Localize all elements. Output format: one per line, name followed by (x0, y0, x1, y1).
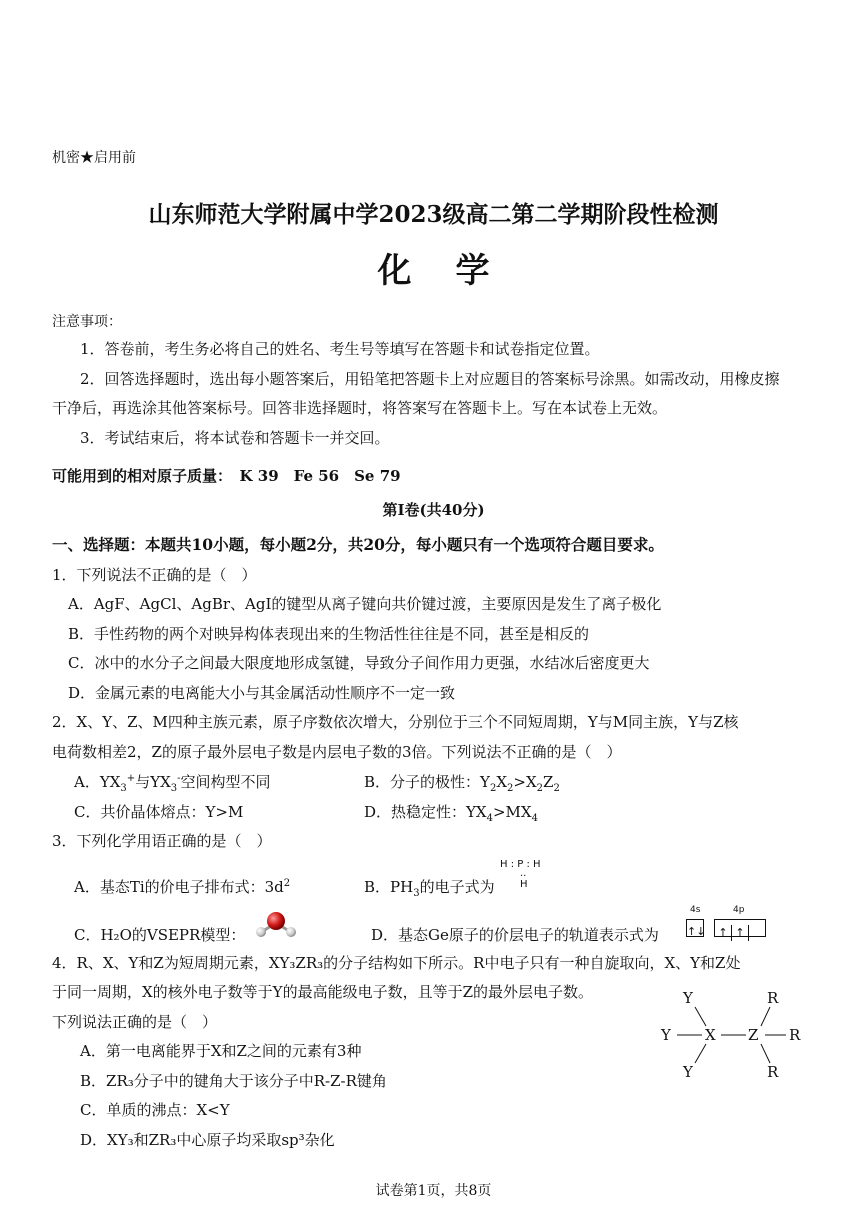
water-vsepr-model-image (254, 910, 298, 940)
section-title: 一、选择题：本题共10小题，每小题2分，共20分，每小题只有一个选项符合题目要求。 (52, 535, 664, 554)
q4-option-b: B．ZR₃分子中的键角大于该分子中R-Z-R键角 (80, 1072, 387, 1090)
atom-y-top: Y (683, 989, 693, 1007)
notice-item-1: 1．答卷前，考生务必将自己的姓名、考生号等填写在答题卡和试卷指定位置。 (80, 340, 600, 358)
atomic-mass-line: 可能用到的相对原子质量： K 39 Fe 56 Se 79 (52, 467, 401, 485)
q4-stem-line-2: 于同一周期，X的核外电子数等于Y的最高能级电子数，且等于Z的最外层电子数。 (52, 983, 594, 1001)
q4-option-c: C．单质的沸点：X<Y (80, 1101, 230, 1119)
orbital-4p-label: 4p (733, 905, 745, 915)
q1-option-b: B．手性药物的两个对映异构体表现出来的生物活性往往是不同，甚至是相反的 (68, 625, 590, 643)
confidential-label: 机密★启用前 (52, 150, 136, 166)
atom-y-bottom: Y (683, 1063, 693, 1081)
orbital-cell-4p-3 (749, 920, 765, 936)
q2-option-d: D．热稳定性：$YX_4>MX_4$ (364, 803, 538, 824)
exam-title: 山东师范大学附属中学2023级高二第二学期阶段性检测 (148, 201, 719, 228)
atom-r-top: R (767, 989, 779, 1007)
orbital-box-group-4p (714, 919, 766, 937)
orbital-4s-box (686, 917, 704, 937)
q3-a-text: A．基态Ti的价电子排布式：3d (74, 878, 284, 896)
q3-option-a (74, 877, 290, 897)
lewis-top-row: H : P : H (500, 859, 541, 870)
q2-a-suffix: 空间构型不同 (180, 773, 271, 791)
subject-title: 化学 (377, 251, 534, 291)
q2-option-b: B．分子的极性：$Y_2X_2>X_2Z_2$ (364, 773, 560, 794)
bond-z-r-top (761, 1007, 770, 1026)
q4-stem-line-3: 下列说法正确的是（ ） (52, 1013, 218, 1031)
q2-option-a: A．$YX_3^+$与$YX_3^-$空间构型不同 (74, 773, 271, 794)
atom-r-right: R (789, 1026, 801, 1044)
orbital-cell-4p-1: ↑ (715, 925, 732, 941)
q1-option-d: D．金属元素的电离能大小与其金属活动性顺序不一定一致 (68, 684, 456, 702)
bond-x-y-top (695, 1007, 706, 1026)
notice-heading: 注意事项： (52, 314, 122, 330)
bond-z-r-bottom (761, 1044, 770, 1063)
notice-item-2-line-1: 2．回答选择题时，选出每小题答案后，用铅笔把答题卡上对应题目的答案标号涂黑。如需改动，用橡皮擦 (80, 370, 780, 388)
atom-x: X (705, 1026, 716, 1044)
q1-option-c: C．冰中的水分子之间最大限度地形成氢键，导致分子间作用力更强，水结冰后密度更大 (68, 654, 650, 672)
q3-option-b: B．$PH_3$的电子式为 (364, 878, 495, 899)
orbital-4p-box (714, 917, 766, 937)
orbital-4s-label: 4s (690, 905, 701, 915)
q4-option-a: A．第一电离能界于X和Z之间的元素有3种 (80, 1042, 362, 1060)
q2-stem-line-1: 2．X、Y、Z、M四种主族元素，原子序数依次增大，分别位于三个不同短周期，Y与M同主族，Y与Z核 (52, 713, 739, 731)
atom-r-bottom: R (767, 1063, 779, 1081)
q2-d-prefix: D．热稳定性：YX (364, 803, 487, 821)
q2-a-mid: 与YX (135, 773, 171, 791)
q1-option-a: A．AgF、AgCl、AgBr、AgI的键型从离子键向共价键过渡，主要原因是发生了离子极化 (68, 595, 662, 613)
part-title: 第Ⅰ卷(共40分) (382, 501, 485, 519)
q2-stem-line-2: 电荷数相差2，Z的原子最外层电子数是内层电子数的3倍。下列说法不正确的是（ ） (52, 743, 622, 761)
notice-item-3: 3．考试结束后，将本试卷和答题卡一并交回。 (80, 429, 390, 447)
q3-stem: 3．下列化学用语正确的是（ ） (52, 832, 272, 850)
atom-y-left: Y (661, 1026, 671, 1044)
orbital-cell-4p-2: ↑ (732, 925, 749, 941)
lewis-dots: ·· (520, 871, 527, 882)
atom-z: Z (748, 1026, 759, 1044)
notice-item-2-line-2: 干净后，再选涂其他答案标号。回答非选择题时，将答案写在答题卡上。写在本试卷上无效。 (52, 399, 668, 417)
lewis-bottom-row: H (520, 879, 528, 890)
q3-a-sup: 2 (283, 878, 291, 889)
page-footer: 试卷第1页，共8页 (375, 1183, 492, 1199)
q3-b-suffix: 的电子式为 (419, 878, 495, 896)
q2-b-prefix: B．分子的极性：Y (364, 773, 490, 791)
q2-a-prefix: A．YX (74, 773, 121, 791)
orbital-cell-4s: ↑↓ (687, 924, 706, 938)
orbital-box-group-4s (686, 919, 704, 937)
q3-option-c: C．H₂O的VSEPR模型： (74, 926, 246, 944)
q4-stem-line-1: 4．R、X、Y和Z为短周期元素，XY₃ZR₃的分子结构如下所示。R中电子只有一种自旋取向，X、Y和Z处 (52, 954, 741, 972)
molecule-structure-diagram (655, 985, 815, 1085)
q3-b-prefix: B．PH (364, 878, 414, 896)
bond-x-y-bottom (695, 1044, 706, 1063)
q3-option-d: D．基态Ge原子的价层电子的轨道表示式为 (371, 926, 659, 944)
q2-option-c: C．共价晶体熔点：Y>M (74, 803, 244, 821)
ph3-lewis-structure (500, 859, 541, 891)
q4-option-d: D．XY₃和ZR₃中心原子均采取sp³杂化 (80, 1131, 335, 1149)
q1-stem: 1．下列说法不正确的是（ ） (52, 566, 257, 584)
